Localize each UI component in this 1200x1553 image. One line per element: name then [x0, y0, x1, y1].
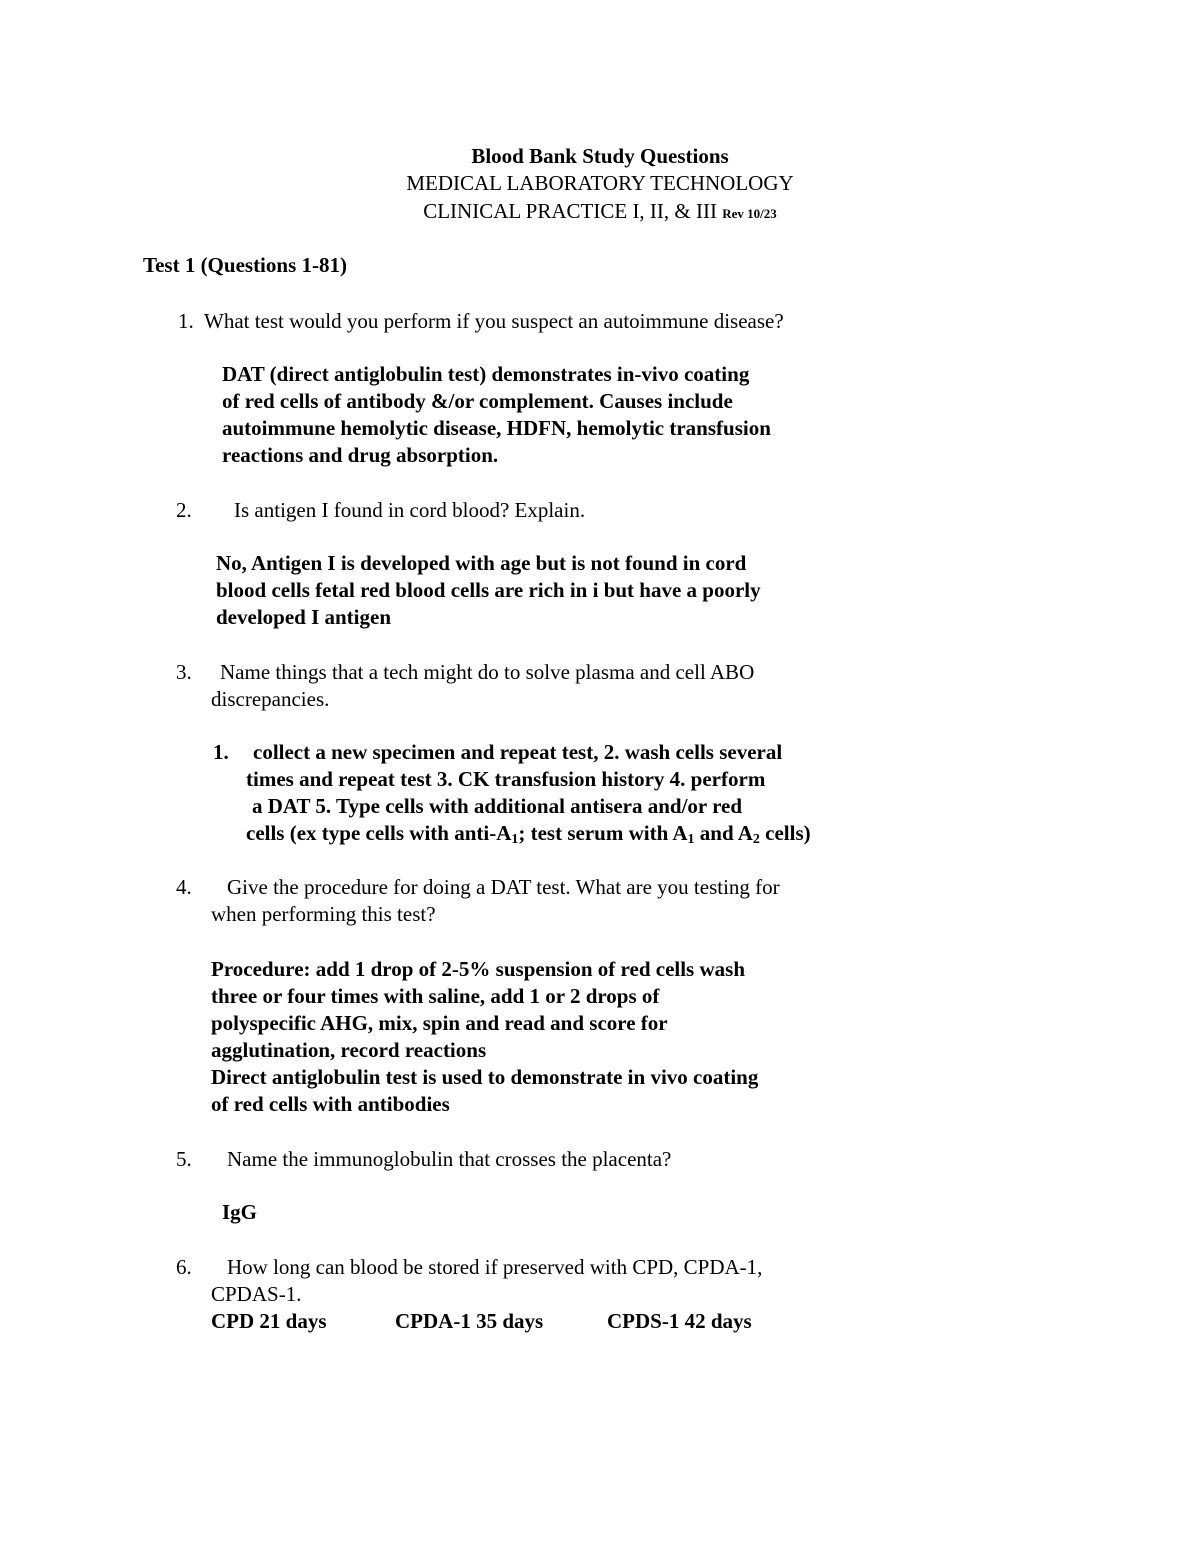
answer-text: cells) — [759, 821, 811, 845]
question-text: when performing this test? — [211, 902, 436, 926]
answer-item: CPDS-1 42 days — [607, 1309, 752, 1333]
answer-item: CPDA-1 35 days — [395, 1309, 544, 1333]
answer-line: autoimmune hemolytic disease, HDFN, hemolytic transfusion — [222, 416, 771, 440]
answer-line: No, Antigen I is developed with age but is not found in cord — [216, 551, 747, 575]
answer-line: of red cells of antibody &/or complement. Causes include — [222, 389, 733, 413]
answer-line — [246, 820, 811, 846]
question-text: Name things that a tech might do to solve plasma and cell ABO — [220, 660, 755, 684]
answer-line: a DAT 5. Type cells with additional antisera and/or red — [252, 794, 743, 818]
answer-line: IgG — [222, 1200, 258, 1224]
question-text: Is antigen I found in cord blood? Explain. — [234, 498, 586, 522]
answer-line: collect a new specimen and repeat test, 2. wash cells several — [253, 740, 783, 764]
question-text: CPDAS-1. — [211, 1282, 302, 1306]
answer-line: blood cells fetal red blood cells are rich in i but have a poorly — [216, 578, 761, 602]
answer-line: Direct antiglobulin test is used to demonstrate in vivo coating — [211, 1065, 759, 1089]
answer-line: of red cells with antibodies — [211, 1092, 450, 1116]
answer-text: and A — [694, 821, 753, 845]
question-text: discrepancies. — [211, 687, 330, 711]
question-text: Name the immunoglobulin that crosses the placenta? — [227, 1147, 672, 1171]
answer-line: reactions and drug absorption. — [222, 443, 499, 467]
question-number: 3. — [176, 660, 192, 684]
answer-item-number: 1. — [213, 740, 229, 764]
answer-line: Procedure: add 1 drop of 2-5% suspension of red cells wash — [211, 957, 745, 981]
revision-note: Rev 10/23 — [722, 206, 777, 221]
question-number: 2. — [176, 498, 192, 522]
question-number: 1. — [178, 309, 194, 333]
course-title: CLINICAL PRACTICE I, II, & III — [423, 199, 717, 223]
answer-text: cells (ex type cells with anti-A — [246, 821, 512, 845]
answer-line: developed I antigen — [216, 605, 392, 629]
question-number: 6. — [176, 1255, 192, 1279]
subscript: 2 — [752, 832, 760, 847]
answer-line: polyspecific AHG, mix, spin and read and score for — [211, 1011, 668, 1035]
document-title: Blood Bank Study Questions — [471, 144, 729, 168]
answer-text: ; test serum with A — [518, 821, 688, 845]
section-title: Test 1 (Questions 1-81) — [143, 253, 347, 277]
answer-line: three or four times with saline, add 1 or 2 drops of — [211, 984, 660, 1008]
question-text: What test would you perform if you suspect an autoimmune disease? — [204, 309, 784, 333]
question-text: How long can blood be stored if preserved with CPD, CPDA-1, — [227, 1255, 763, 1279]
answer-item: CPD 21 days — [211, 1309, 327, 1333]
question-number: 4. — [176, 875, 192, 899]
program-name: MEDICAL LABORATORY TECHNOLOGY — [406, 171, 794, 195]
question-text: Give the procedure for doing a DAT test. What are you testing for — [227, 875, 780, 899]
question-number: 5. — [176, 1147, 192, 1171]
answer-line: DAT (direct antiglobulin test) demonstrates in-vivo coating — [222, 362, 750, 386]
subscript: 1 — [511, 832, 519, 847]
answer-line: agglutination, record reactions — [211, 1038, 487, 1062]
course-name — [0, 198, 1200, 227]
answer-line: times and repeat test 3. CK transfusion history 4. perform — [246, 767, 766, 791]
subscript: 1 — [687, 832, 695, 847]
